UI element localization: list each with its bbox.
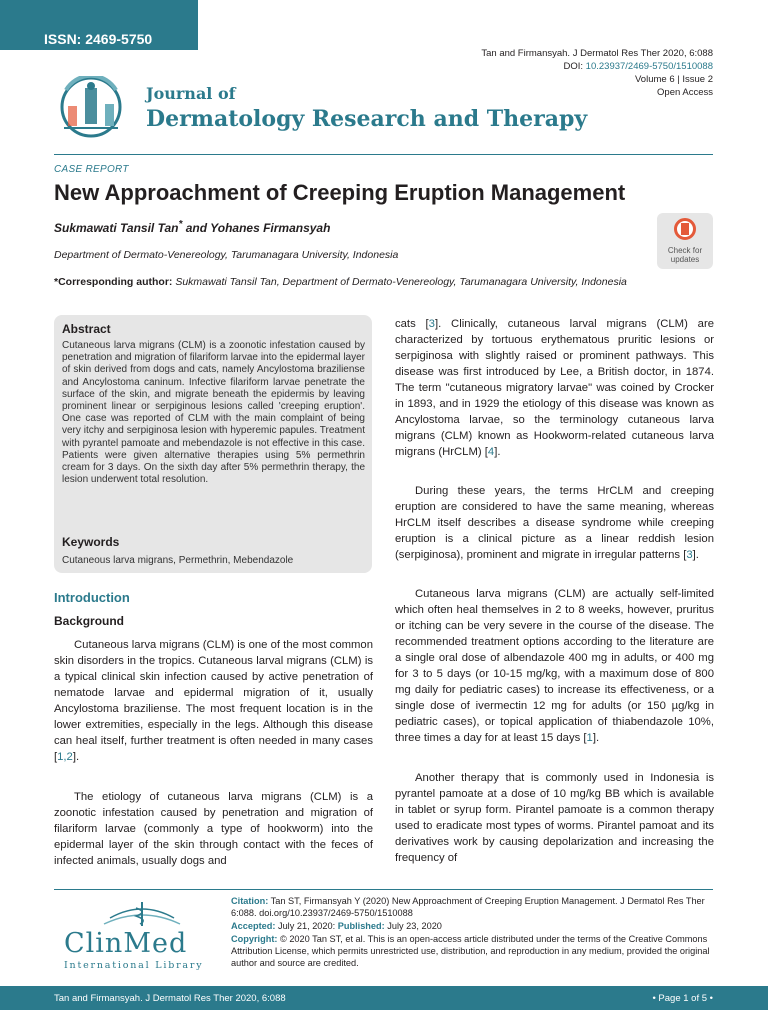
publisher-subtitle: International Library [64,960,204,971]
paragraph: During these years, the terms HrCLM and creeping eruption are considered to have the same meaning, whereas HrCLM itself describes a disease syndrome while creeping eruption is a clinical picture as a linear reddish lesion (serpiginosa), prominent and migrate in irregular patterns [3]. [395,485,714,561]
header-divider [54,154,713,155]
bookmark-icon [674,218,696,240]
journal-logo-icon [54,76,128,138]
dates-line: Accepted: July 21, 2020: Published: July 23, 2020 [231,921,442,931]
reference-link[interactable]: 3 [428,318,435,330]
keywords-list: Cutaneous larva migrans, Permethrin, Mebendazole [62,555,294,566]
article-meta [481,47,713,99]
journal-name: Dermatology Research and Therapy [146,106,588,132]
corresponding-author: *Corresponding author: Sukmawati Tansil Tan, Department of Dermato-Venereology, Tarumanagara University, Indonesia [54,276,627,288]
doi-line: DOI: 10.23937/2469-5750/1510088 [563,61,713,72]
paragraph: Cutaneous larva migrans (CLM) is one of the most common skin disorders in the tropics. Cutaneous larval migrans (CLM) is a typical clinical skin infection caused by active penetration of nematode larvae and epidermal migration of it, usually Ancylostoma braziliense. The most frequent location is in the lower extremities, especially in the legs. Although this disease can heal itself, further treatment is often needed in many cases [1,2]. [54,639,373,763]
volume-issue: Volume 6 | Issue 2 [635,74,713,85]
check-updates-label: Check for updates [667,246,703,264]
running-citation: Tan and Firmansyah. J Dermatol Res Ther 2020, 6:088 [54,993,286,1004]
affiliation: Department of Dermato-Venereology, Tarumanagara University, Indonesia [54,249,399,261]
paragraph: The etiology of cutaneous larva migrans (CLM) is a zoonotic infestation caused by penetration and migration of filariform larvae (commonly a type of hookworm) into the epidermal layer of the skin through contact with the feces of infected animals, usually dogs and [54,791,373,867]
footer-divider [54,889,713,890]
reference-link[interactable]: 1,2 [57,751,73,763]
paragraph: Cutaneous larva migrans (CLM) are actually self-limited which often heal themselves in 2 to 8 weeks, however, pruritus or itching can be very severe in the course of the disease. The recommended treatment options according to the literature are a single oral dose of albendazole 400 mg in adults, or 400 mg for 3 to 5 days (or 10-15 mg/kg, with a maximum dose of 800 mg daily for pediatric cases) to increase its effectiveness, or a single dose of ivermectin 12 mg for adults (or 150 µg/kg in pediatric cases), or topical application of thiabendazole 10%, three times a day for at least 15 days [1]. [395,588,714,744]
open-access-label: Open Access [657,87,713,98]
page-number: • Page 1 of 5 • [652,993,713,1004]
section-heading-introduction: Introduction [54,590,130,605]
paragraph: cats [3]. Clinically, cutaneous larval migrans (CLM) are characterized by tortuous erythematous pruritic lesions or serpiginosa with slightly raised or prominent pathways. This disease was first introduced by Lee, a British doctor, in 1874. The term "cutaneous migratory larvae" was coined by Crocker in 1893, and in 1929 the etiology of this disease was known as Ancylostoma larvae, so the terminology cutaneous larva migrans (CLM) known as Hookworm-related cutaneous larva migrans (HrCLM) [4]. [395,318,714,458]
check-for-updates-button[interactable] [657,213,713,269]
issn-label: ISSN: 2469-5750 [44,31,153,47]
reference-link[interactable]: 1 [586,732,593,744]
citation-line: Citation: Tan ST, Firmansyah Y (2020) New Approachment of Creeping Eruption Management. J Dermatol Res Ther 6:088. doi.org/10.23937/2469-5750/1510088 [231,896,705,918]
citation-block [231,895,714,970]
article-title: New Approachment of Creeping Eruption Management [54,180,626,205]
article-type: CASE REPORT [54,164,129,175]
reference-link[interactable]: 3 [686,549,693,561]
publisher-name: ClinMed [64,928,188,959]
doi-link[interactable]: 10.23937/2469-5750/1510088 [585,61,713,72]
journal-of-label: Journal of [146,84,236,103]
paragraph: Another therapy that is commonly used in Indonesia is pyrantel pamoate at a dose of 10 mg/kg BB which is available in tablet or syrup form. Pirantel pamoate is a common therapy used to eradicate most types of worms. Pirantel pamoat and its derivatives work by causing depolarization and increasing the frequency of [395,772,714,864]
author-list: Sukmawati Tansil Tan* and Yohanes Firmansyah [54,219,331,235]
abstract-body: Cutaneous larva migrans (CLM) is a zoonotic infestation caused by penetration and migration of filariform larvae into the epidermal layer of skin derived from dogs and cats, namely Ancylostoma braziliense and Ancylostoma caninum. Infective filariform larvae penetrate the surface of the skin, and migrate beneath the epidermis by leaving prominent linear or serpiginous lesions called 'creeping eruption'. One case was reported of CLM with the main complaint of being very itchy and serpiginosa lesion with hyperemic papules. Treatment with pyrantel pamoate and mebendazole is not effective in this case. Patients were given alternative therapies using 5% permethrin cream for 3 days. On the sixth day after 5% permethrin therapy, the lesion underwent total resolution. [62,340,365,486]
reference-link[interactable]: 4 [487,446,495,458]
abstract-heading: Abstract [62,322,111,336]
subsection-heading-background: Background [54,614,125,628]
keywords-heading: Keywords [62,535,120,549]
citation-short: Tan and Firmansyah. J Dermatol Res Ther 2020, 6:088 [481,48,713,59]
copyright-line: Copyright: © 2020 Tan ST, et al. This is an open-access article distributed under the terms of the Creative Commons Attribution License, which permits unrestricted use, distribution, and reproduction in any medium, provided the original author and source are credited. [231,934,710,968]
